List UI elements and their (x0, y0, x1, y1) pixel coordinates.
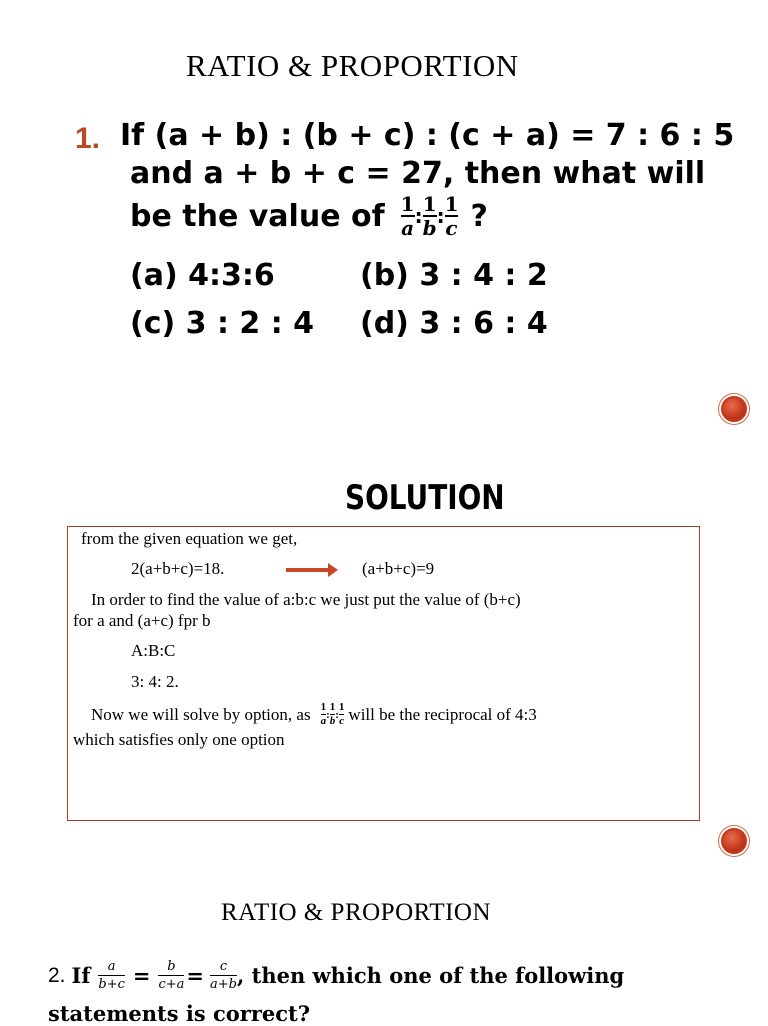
question-line-3 (130, 194, 488, 238)
fraction-b-over-c-plus-a: b c+a (158, 959, 185, 992)
slide-marker-icon (721, 828, 747, 854)
question-line-1: If (a + b) : (b + c) : (c + a) = 7 : 6 : 5 (120, 118, 735, 153)
fraction-1-over-a: $\frac{1}{a}$ (400, 192, 415, 240)
solution-line-7-suffix: will be the reciprocal of 4:3 (348, 704, 537, 724)
solution-box (67, 526, 700, 821)
solution-line-7-prefix: Now we will solve by option, as (91, 704, 311, 724)
question-2-line-1-suffix: , then which one of the following (237, 963, 625, 988)
solution-line-8: which satisfies only one option (73, 730, 285, 749)
solution-line-3: In order to find the value of a:b:c we just put the value of (b+c) (91, 590, 521, 609)
question-mark: ? (470, 198, 488, 234)
fraction-1-over-c: 1 c (338, 701, 345, 727)
question-line-2: and a + b + c = 27, then what will (130, 156, 706, 191)
ratio-separator: : (335, 708, 339, 721)
question-number: 1. (75, 122, 101, 155)
reciprocal-ratio-expression-small (321, 702, 345, 727)
ratio-separator: : (326, 708, 330, 721)
solution-line-2-left: 2(a+b+c)=18. (131, 559, 225, 578)
question-2-if: If (71, 963, 91, 988)
option-c: (c) 3 : 2 : 4 (130, 306, 315, 341)
question-line-3-prefix: be the value of (130, 198, 385, 234)
fraction-1-over-b: $\frac{1}{b}$ (422, 192, 437, 240)
fraction-1-over-b: 1 b (329, 701, 336, 727)
equals-sign: = (132, 963, 151, 988)
ratio-separator: : (436, 204, 445, 228)
fraction-a-over-b-plus-c: a b+c (98, 959, 125, 992)
slide-2-title: RATIO & PROPORTION (221, 899, 492, 926)
solution-heading: SOLUTION (345, 478, 505, 518)
option-b: (b) 3 : 4 : 2 (360, 258, 548, 293)
option-a: (a) 4:3:6 (130, 258, 275, 293)
solution-line-7 (91, 702, 537, 727)
fraction-1-over-c: $\frac{1}{c}$ (444, 192, 459, 240)
slide-title: RATIO & PROPORTION (186, 48, 519, 83)
solution-line-1: from the given equation we get, (81, 529, 298, 548)
fraction-1-over-a: 1 a (320, 701, 327, 727)
question-1 (75, 0, 755, 360)
question-2-number: 2. (48, 963, 66, 987)
question-2-line-1 (48, 960, 624, 991)
right-arrow-icon (286, 568, 328, 572)
question-2-line-2: statements is correct? (48, 1001, 311, 1026)
reciprocal-ratio-expression (401, 194, 459, 238)
solution-line-4: for a and (a+c) fpr b (73, 611, 211, 630)
slide-marker-icon (721, 396, 747, 422)
option-d: (d) 3 : 6 : 4 (360, 306, 548, 341)
ratio-separator: : (414, 204, 423, 228)
fraction-c-over-a-plus-b: c a+b (210, 959, 237, 992)
solution-line-6: 3: 4: 2. (131, 672, 179, 691)
solution-line-2-right: (a+b+c)=9 (362, 559, 435, 578)
equals-sign: = (186, 963, 205, 988)
solution-line-5: A:B:C (131, 641, 176, 660)
